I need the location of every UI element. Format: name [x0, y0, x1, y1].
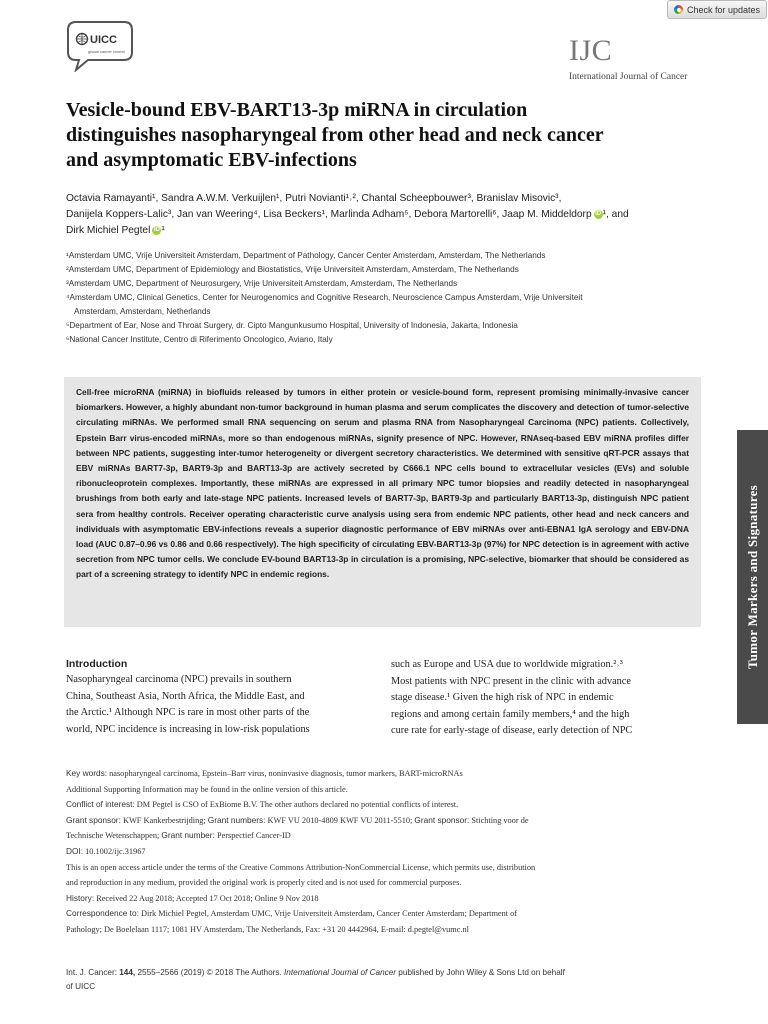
orcid-icon[interactable]: iD — [153, 226, 160, 233]
grant-numbers-value: KWF VU 2010-4809 KWF VU 2011-5510; — [267, 815, 413, 825]
section-side-tab — [737, 430, 768, 724]
affiliation: ¹Amsterdam UMC, Vrije Universiteit Amsterdam, Department of Pathology, Cancer Center Amsterdam, Amsterdam, The Netherlands — [66, 251, 546, 260]
check-for-updates-label: Check for updates — [687, 4, 761, 15]
doi-label: DOI: — [66, 845, 84, 856]
citation-line: of UICC — [66, 981, 96, 991]
grant-info-continued — [66, 828, 706, 844]
author-line-text: Danijela Koppers-Lalic³, Jan van Weering⁴, Lisa Beckers¹, Marlinda Adham⁵, Debora Martorelli⁶, Jaap M. Middeldorp — [66, 209, 592, 220]
body-line: the Arctic.¹ Although NPC is rare in most other parts of the — [66, 707, 310, 718]
body-column-right — [391, 657, 702, 740]
body-line: Nasopharyngeal carcinoma (NPC) prevails in southern — [66, 674, 292, 685]
history — [66, 891, 706, 907]
history-value: Received 22 Aug 2018; Accepted 17 Oct 2018; Online 9 Nov 2018 — [96, 893, 319, 903]
abstract-text: Cell-free microRNA (miRNA) in biofluids released by tumors in either protein or vesicle-bound form, represent promising minimally-invasive cancer biomarkers. However, a highly abundant non-tumor background in human plasma and serum complicates the discovery and detection of tumor-selective circulating miRNAs. We performed small RNA sequencing on serum and plasma RNA from Nasopharyngeal Carcinoma (NPC) patients. Collectively, Epstein Barr virus-encoded miRNAs, more so than endogenous miRNAs, signify presence of NPC. However, RNAseq-based EBV miRNA profiles differ between NPC patients, suggesting inter-tumor heterogeneity or divergent secretory characteristics. We determined with sensitive qRT-PCR assays that EBV miRNAs BART7-3p, BART9-3p and BART13-3p are actively secreted by C666.1 NPC cells bound to extracellular vesicles (EVs) and soluble ribonucleoprotein complexes. Importantly, these miRNAs are expressed in all primary NPC tumor biopsies and readily detected in nasopharyngeal brushings from both early and late-stage NPC patients. Increased levels of BART7-3p, BART9-3p and particularly BART13-3p, distinguish NPC patient sera from healthy controls. Receiver operating characteristic curve analysis using sera from endemic NPC patients, other head and neck cancers and individuals with asymptomatic EBV-infections reveals a superior diagnostic performance of EBV miRNAs over anti-EBNA1 IgA serology and EBV-DNA load (AUC 0.87–0.96 vs 0.86 and 0.66 respectively). The high specificity of circulating EBV-BART13-3p (97%) for NPC detection is in agreement with active secretion from NPC tumor cells. We conclude EV-bound BART13-3p in circulation is a promising, NPC-selective, biomarker that should be considered as part of a screening strategy to identify NPC in endemic regions. — [76, 387, 689, 580]
keywords-value: nasopharyngeal carcinoma, Epstein–Barr virus, noninvasive diagnosis, tumor markers, BART-microRNAs — [109, 769, 463, 778]
abstract-box — [64, 377, 701, 627]
keywords-label: Key words: — [66, 768, 108, 778]
logo-tagline: global cancer control — [88, 49, 125, 54]
body-line: China, Southeast Asia, North Africa, the Middle East, and — [66, 690, 305, 702]
license-text: This is an open access article under the terms of the Creative Commons Attribution-NonCommercial License, which permits use, distribution — [66, 862, 536, 872]
grant-sponsor-label: Grant sponsor: — [66, 814, 121, 825]
affiliation: ²Amsterdam UMC, Department of Epidemiology and Biostatistics, Vrije Universiteit Amsterdam, Amsterdam, The Netherlands — [66, 265, 519, 274]
correspondence-continued: Pathology; De Boelelaan 1117; 1081 HV Amsterdam, The Netherlands, Fax: +31 20 4442964, E-mail: d.pegtel@vumc.nl — [66, 924, 469, 934]
keywords — [66, 766, 706, 782]
citation-footer — [66, 966, 706, 993]
logo-wordmark: UICC — [90, 34, 117, 46]
author-line-text: Dirk Michiel Pegtel — [66, 225, 151, 236]
grant-line-value: Technische Wetenschappen; — [66, 831, 160, 841]
body-line: world, NPC incidence is increasing in low-risk populations — [66, 723, 310, 735]
doi-value[interactable]: 10.1002/ijc.31967 — [85, 846, 146, 856]
title-line: and asymptomatic EBV-infections — [66, 149, 357, 171]
author-list — [66, 191, 706, 239]
author-line: Octavia Ramayanti¹, Sandra A.W.M. Verkuijlen¹, Putri Novianti¹˒², Chantal Scheepbouwer³, Branislav Misovic³, — [66, 193, 562, 204]
grant-number-label: Grant number: — [161, 830, 215, 841]
grant-sponsor-value: Stichting voor de — [471, 815, 529, 825]
doi — [66, 844, 706, 860]
conflict-of-interest — [66, 797, 706, 813]
conflict-label: Conflict of interest: — [66, 799, 135, 810]
body-line: cure rate for early-stage of disease, early detection of NPC — [391, 725, 633, 736]
license-text: and reproduction in any medium, provided the original work is properly cited and is not used for commercial purposes. — [66, 878, 462, 888]
grant-info — [66, 813, 706, 829]
check-for-updates-button[interactable] — [667, 0, 767, 19]
grant-sponsor-value: KWF Kankerbestrijding; — [122, 815, 206, 825]
citation-volume: 144, — [119, 968, 136, 977]
author-line-suffix: ¹, and — [602, 209, 629, 220]
orcid-icon[interactable]: iD — [595, 210, 602, 217]
correspondence-value: Dirk Michiel Pegtel, Amsterdam UMC, Vrije Universiteit Amsterdam, Cancer Center Amsterdam; Department of — [140, 909, 518, 919]
title-line: Vesicle-bound EBV-BART13-3p miRNA in circulation — [66, 99, 528, 121]
citation-publisher: published by John Wiley & Sons Ltd on behalf — [398, 968, 565, 977]
affiliation: ⁶National Cancer Institute, Centro di Riferimento Oncologico, Aviano, Italy — [66, 335, 333, 344]
conflict-value: DM Pegtel is CSO of ExBiome B.V. The other authors declared no potential conflicts of interest. — [136, 800, 459, 810]
grant-numbers-label: Grant numbers: — [207, 814, 266, 825]
affiliation: ³Amsterdam UMC, Department of Neurosurgery, Vrije Universiteit Amsterdam, Amsterdam, The Netherlands — [66, 279, 458, 288]
journal-name: International Journal of Cancer — [569, 72, 688, 82]
grant-sponsor-label: Grant sponsor: — [414, 814, 470, 825]
crossmark-icon — [674, 5, 683, 14]
citation-prefix: Int. J. Cancer: — [66, 968, 117, 977]
correspondence-label: Correspondence to: — [66, 908, 139, 919]
history-label: History: — [66, 892, 95, 903]
citation-journal: International Journal of Cancer — [284, 968, 396, 977]
body-column-left — [66, 656, 377, 738]
correspondence — [66, 906, 706, 922]
body-line: Most patients with NPC present in the clinic with advance — [391, 675, 631, 687]
article-metadata — [66, 766, 706, 938]
body-line: such as Europe and USA due to worldwide migration.²˒³ — [391, 659, 623, 670]
body-line: regions and among certain family members,⁴ and the high — [391, 708, 630, 720]
supporting-info: Additional Supporting Information may be found in the online version of this article. — [66, 784, 348, 794]
citation-line — [66, 966, 706, 980]
author-line — [66, 207, 706, 223]
affiliation: ⁴Amsterdam UMC, Clinical Genetics, Center for Neurogenomics and Cognitive Research, Neuroscience Campus Amsterdam, Vrije Universiteit — [66, 293, 583, 302]
title-line: distinguishes nasopharyngeal from other head and neck cancer — [66, 124, 604, 146]
author-line-suffix: ¹ — [161, 225, 165, 236]
uicc-logo — [66, 20, 134, 72]
section-heading: Introduction — [66, 658, 128, 670]
section-side-tab-label: Tumor Markers and Signatures — [744, 484, 760, 670]
body-line: stage disease.¹ Given the high risk of NPC in endemic — [391, 692, 614, 703]
speech-bubble-icon — [66, 20, 134, 72]
affiliation: ⁵Department of Ear, Nose and Throat Surgery, dr. Cipto Mangunkusumo Hospital, University of Indonesia, Jakarta, Indonesia — [66, 321, 518, 330]
citation-pages: 2555–2566 (2019) © 2018 The Authors. — [137, 968, 282, 977]
article-title — [66, 98, 706, 173]
affiliations — [66, 249, 696, 347]
journal-abbreviation: IJC — [569, 34, 613, 67]
grant-number-value: Perspectief Cancer-ID — [216, 831, 291, 841]
affiliation: Amsterdam, Amsterdam, Netherlands — [74, 307, 211, 316]
author-line — [66, 223, 706, 239]
